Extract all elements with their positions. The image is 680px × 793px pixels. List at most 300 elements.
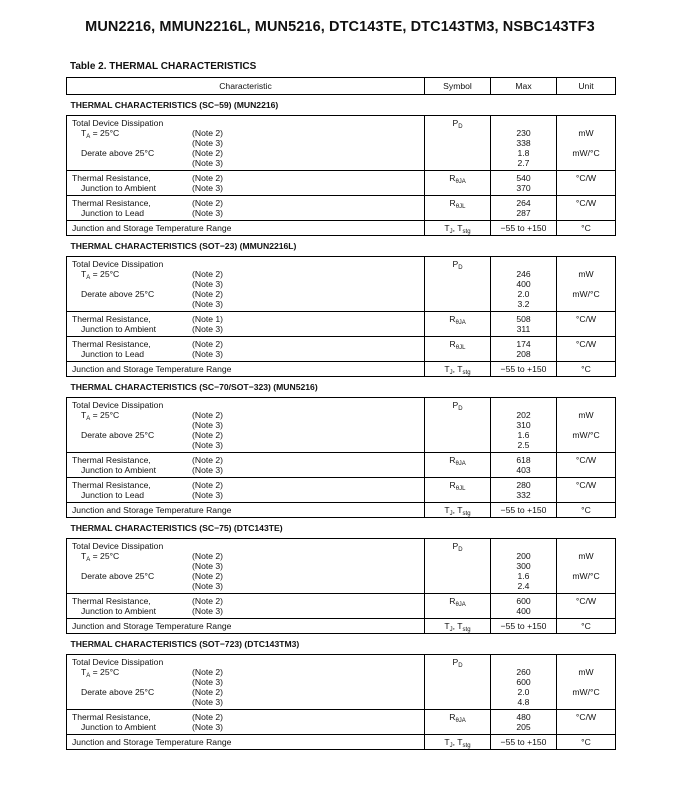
max-value: 332 bbox=[516, 490, 531, 500]
max-cell bbox=[491, 362, 557, 377]
symbol: P bbox=[452, 400, 459, 410]
symbol-subscript: stg bbox=[462, 511, 471, 517]
table-row-dissipation bbox=[67, 257, 616, 312]
characteristic-label: Total Device Dissipation bbox=[72, 118, 164, 128]
unit-value: °C bbox=[581, 364, 591, 374]
derate-label: Derate above 25°C bbox=[81, 148, 155, 158]
table-row-junction-ambient bbox=[67, 453, 616, 478]
ta-label bbox=[72, 269, 192, 279]
symbol: R bbox=[449, 173, 456, 183]
max-cell bbox=[491, 503, 557, 518]
ta-subscript: A bbox=[86, 673, 91, 679]
column-header-max: Max bbox=[491, 78, 557, 95]
characteristic-sublabel: Junction to Lead bbox=[81, 490, 145, 500]
symbol: T bbox=[444, 737, 450, 747]
table-row-junction-ambient bbox=[67, 594, 616, 619]
symbol: P bbox=[452, 541, 459, 551]
max-value: 287 bbox=[516, 208, 531, 218]
max-cell bbox=[491, 398, 557, 453]
unit-cell bbox=[557, 337, 616, 362]
unit-cell bbox=[557, 257, 616, 312]
section-title: THERMAL CHARACTERISTICS (SOT−23) (MMUN2216L) bbox=[67, 236, 616, 257]
unit-value: °C bbox=[581, 505, 591, 515]
characteristic-label: Junction and Storage Temperature Range bbox=[72, 364, 232, 374]
symbol-subscript: J bbox=[449, 229, 453, 235]
characteristic-cell bbox=[67, 312, 425, 337]
symbol-subscript: J bbox=[449, 511, 453, 517]
symbol-subscript: θJA bbox=[455, 179, 466, 185]
symbol-subscript: D bbox=[458, 406, 463, 412]
symbol-subscript: θJL bbox=[455, 204, 466, 210]
characteristic-label: Junction and Storage Temperature Range bbox=[72, 621, 232, 631]
unit-value: mW/°C bbox=[572, 571, 600, 581]
ta-subscript: A bbox=[86, 275, 91, 281]
note-ref: (Note 2) bbox=[192, 148, 224, 158]
max-value: 280 bbox=[516, 480, 531, 490]
max-value: −55 to +150 bbox=[500, 621, 547, 631]
characteristic-cell bbox=[67, 257, 425, 312]
unit-value: mW/°C bbox=[572, 289, 600, 299]
ta-condition: = 25°C bbox=[90, 128, 120, 138]
max-value: 618 bbox=[516, 455, 531, 465]
note-ref: (Note 2) bbox=[192, 687, 224, 697]
ta-symbol: T bbox=[81, 410, 87, 420]
max-value: 246 bbox=[516, 269, 531, 279]
symbol-cell bbox=[425, 196, 491, 221]
symbol-cell bbox=[425, 221, 491, 236]
max-value: 3.2 bbox=[517, 299, 530, 309]
characteristic-cell bbox=[67, 710, 425, 735]
symbol-subscript: J bbox=[449, 627, 453, 633]
table-row-junction-lead bbox=[67, 478, 616, 503]
symbol: P bbox=[452, 259, 459, 269]
symbol-subscript: θJA bbox=[455, 320, 466, 326]
section-title: THERMAL CHARACTERISTICS (SC−59) (MUN2216) bbox=[67, 95, 616, 116]
symbol: P bbox=[452, 657, 459, 667]
max-cell bbox=[491, 655, 557, 710]
symbol: R bbox=[449, 712, 456, 722]
unit-value: °C/W bbox=[575, 480, 597, 490]
max-value: 338 bbox=[516, 138, 531, 148]
note-ref: (Note 2) bbox=[192, 289, 224, 299]
symbol-subscript: D bbox=[458, 547, 463, 553]
ta-symbol: T bbox=[81, 551, 87, 561]
symbol: R bbox=[449, 455, 456, 465]
symbol-subscript: J bbox=[449, 743, 453, 749]
column-header-symbol: Symbol bbox=[425, 78, 491, 95]
ta-symbol: T bbox=[81, 128, 87, 138]
table-row-temperature-range bbox=[67, 221, 616, 236]
derate-label: Derate above 25°C bbox=[81, 571, 155, 581]
unit-value: mW bbox=[578, 667, 594, 677]
max-cell bbox=[491, 337, 557, 362]
unit-value: °C/W bbox=[575, 455, 597, 465]
characteristic-sublabel: Junction to Ambient bbox=[81, 183, 157, 193]
symbol-cell bbox=[425, 735, 491, 750]
characteristic-label: Thermal Resistance, bbox=[72, 712, 151, 722]
symbol: T bbox=[444, 364, 450, 374]
max-cell bbox=[491, 710, 557, 735]
max-value: 202 bbox=[516, 410, 531, 420]
ta-condition: = 25°C bbox=[90, 667, 120, 677]
table-row-temperature-range bbox=[67, 735, 616, 750]
max-value: 1.6 bbox=[517, 571, 530, 581]
ta-symbol: T bbox=[81, 667, 87, 677]
symbol-cell bbox=[425, 398, 491, 453]
unit-value: °C/W bbox=[575, 712, 597, 722]
max-cell bbox=[491, 171, 557, 196]
max-value: 2.0 bbox=[517, 289, 530, 299]
max-value: 208 bbox=[516, 349, 531, 359]
unit-cell bbox=[557, 503, 616, 518]
symbol: R bbox=[449, 339, 456, 349]
note-ref: (Note 2) bbox=[192, 128, 224, 138]
note-ref: (Note 2) bbox=[192, 410, 224, 420]
max-value: 508 bbox=[516, 314, 531, 324]
characteristic-cell bbox=[67, 116, 425, 171]
table-row-dissipation bbox=[67, 655, 616, 710]
symbol-cell bbox=[425, 257, 491, 312]
unit-cell bbox=[557, 171, 616, 196]
symbol-subscript: D bbox=[458, 663, 463, 669]
table-row-junction-ambient bbox=[67, 312, 616, 337]
note-ref: (Note 2) bbox=[192, 198, 224, 208]
symbol-subscript: θJA bbox=[455, 461, 466, 467]
max-value: 400 bbox=[516, 606, 531, 616]
note-ref: (Note 3) bbox=[192, 420, 224, 430]
characteristic-label: Total Device Dissipation bbox=[72, 400, 164, 410]
characteristic-sublabel: Junction to Ambient bbox=[81, 324, 157, 334]
table-row-dissipation bbox=[67, 116, 616, 171]
characteristic-sublabel: Junction to Ambient bbox=[81, 465, 157, 475]
max-value: 300 bbox=[516, 561, 531, 571]
symbol-cell bbox=[425, 503, 491, 518]
unit-value: mW/°C bbox=[572, 148, 600, 158]
symbol: T bbox=[444, 621, 450, 631]
symbol-subscript: stg bbox=[462, 229, 471, 235]
section-header-row bbox=[67, 236, 616, 257]
max-value: 400 bbox=[516, 279, 531, 289]
note-ref: (Note 2) bbox=[192, 480, 224, 490]
unit-cell bbox=[557, 539, 616, 594]
ta-condition: = 25°C bbox=[90, 551, 120, 561]
note-ref: (Note 2) bbox=[192, 430, 224, 440]
unit-cell bbox=[557, 594, 616, 619]
column-header-unit: Unit bbox=[557, 78, 616, 95]
max-value: 205 bbox=[516, 722, 531, 732]
max-value: 540 bbox=[516, 173, 531, 183]
max-value: 264 bbox=[516, 198, 531, 208]
note-ref: (Note 3) bbox=[192, 465, 224, 475]
symbol-cell bbox=[425, 594, 491, 619]
ta-label bbox=[72, 551, 192, 561]
max-cell bbox=[491, 221, 557, 236]
ta-label bbox=[72, 410, 192, 420]
symbol: T bbox=[444, 505, 450, 515]
characteristic-cell bbox=[67, 478, 425, 503]
characteristic-sublabel: Junction to Lead bbox=[81, 208, 145, 218]
ta-symbol: T bbox=[81, 269, 87, 279]
unit-value: °C/W bbox=[575, 596, 597, 606]
note-ref: (Note 3) bbox=[192, 581, 224, 591]
max-value: 310 bbox=[516, 420, 531, 430]
symbol: P bbox=[452, 118, 459, 128]
note-ref: (Note 3) bbox=[192, 279, 224, 289]
note-ref: (Note 2) bbox=[192, 173, 224, 183]
section-header-row bbox=[67, 377, 616, 398]
max-cell bbox=[491, 539, 557, 594]
note-ref: (Note 3) bbox=[192, 324, 224, 334]
symbol-subscript: D bbox=[458, 265, 463, 271]
symbol-subscript: θJA bbox=[455, 602, 466, 608]
characteristic-cell bbox=[67, 171, 425, 196]
max-value: 2.5 bbox=[517, 440, 530, 450]
unit-value: °C/W bbox=[575, 314, 597, 324]
characteristic-label: Thermal Resistance, bbox=[72, 339, 151, 349]
max-value: 260 bbox=[516, 667, 531, 677]
max-value: 174 bbox=[516, 339, 531, 349]
note-ref: (Note 1) bbox=[192, 314, 224, 324]
characteristic-label: Thermal Resistance, bbox=[72, 455, 151, 465]
max-cell bbox=[491, 312, 557, 337]
max-value: 1.6 bbox=[517, 430, 530, 440]
unit-cell bbox=[557, 362, 616, 377]
note-ref: (Note 3) bbox=[192, 722, 224, 732]
ta-label bbox=[72, 667, 192, 677]
max-value: −55 to +150 bbox=[500, 505, 547, 515]
table-header-row bbox=[67, 78, 616, 95]
table-row-junction-lead bbox=[67, 196, 616, 221]
unit-cell bbox=[557, 196, 616, 221]
unit-cell bbox=[557, 453, 616, 478]
symbol-subscript: θJA bbox=[455, 718, 466, 724]
symbol-cell bbox=[425, 655, 491, 710]
unit-value: mW bbox=[578, 551, 594, 561]
unit-cell bbox=[557, 710, 616, 735]
characteristic-cell bbox=[67, 337, 425, 362]
table-row-temperature-range bbox=[67, 503, 616, 518]
table-row-junction-lead bbox=[67, 337, 616, 362]
note-ref: (Note 3) bbox=[192, 299, 224, 309]
max-cell bbox=[491, 453, 557, 478]
characteristic-cell bbox=[67, 619, 425, 634]
characteristic-cell bbox=[67, 594, 425, 619]
max-value: 403 bbox=[516, 465, 531, 475]
characteristic-sublabel: Junction to Lead bbox=[81, 349, 145, 359]
unit-cell bbox=[557, 735, 616, 750]
max-cell bbox=[491, 594, 557, 619]
symbol: R bbox=[449, 480, 456, 490]
thermal-characteristics-table bbox=[66, 77, 616, 750]
symbol-cell bbox=[425, 539, 491, 594]
unit-value: °C bbox=[581, 621, 591, 631]
unit-value: mW bbox=[578, 269, 594, 279]
symbol-cell bbox=[425, 171, 491, 196]
note-ref: (Note 2) bbox=[192, 667, 224, 677]
characteristic-label: Junction and Storage Temperature Range bbox=[72, 505, 232, 515]
table-caption: Table 2. THERMAL CHARACTERISTICS bbox=[70, 61, 257, 72]
max-value: 2.7 bbox=[517, 158, 530, 168]
characteristic-cell bbox=[67, 735, 425, 750]
table-row-dissipation bbox=[67, 539, 616, 594]
unit-cell bbox=[557, 221, 616, 236]
characteristic-cell bbox=[67, 453, 425, 478]
note-ref: (Note 3) bbox=[192, 490, 224, 500]
symbol: R bbox=[449, 314, 456, 324]
symbol-cell bbox=[425, 710, 491, 735]
characteristic-label: Total Device Dissipation bbox=[72, 541, 164, 551]
symbol-subscript: stg bbox=[462, 743, 471, 749]
unit-cell bbox=[557, 116, 616, 171]
max-value: 600 bbox=[516, 677, 531, 687]
unit-cell bbox=[557, 398, 616, 453]
characteristic-label: Junction and Storage Temperature Range bbox=[72, 223, 232, 233]
max-cell bbox=[491, 257, 557, 312]
max-value: −55 to +150 bbox=[500, 223, 547, 233]
ta-condition: = 25°C bbox=[90, 410, 120, 420]
characteristic-cell bbox=[67, 539, 425, 594]
max-value: 370 bbox=[516, 183, 531, 193]
symbol: , T bbox=[452, 364, 463, 374]
symbol-cell bbox=[425, 337, 491, 362]
symbol: R bbox=[449, 596, 456, 606]
symbol-subscript: J bbox=[449, 370, 453, 376]
characteristic-label: Junction and Storage Temperature Range bbox=[72, 737, 232, 747]
unit-cell bbox=[557, 312, 616, 337]
max-value: 600 bbox=[516, 596, 531, 606]
table-row-junction-ambient bbox=[67, 171, 616, 196]
unit-value: °C/W bbox=[575, 339, 597, 349]
note-ref: (Note 3) bbox=[192, 606, 224, 616]
characteristic-cell bbox=[67, 398, 425, 453]
note-ref: (Note 3) bbox=[192, 697, 224, 707]
note-ref: (Note 3) bbox=[192, 677, 224, 687]
symbol-subscript: D bbox=[458, 124, 463, 130]
max-value: −55 to +150 bbox=[500, 737, 547, 747]
table-row-dissipation bbox=[67, 398, 616, 453]
unit-cell bbox=[557, 619, 616, 634]
symbol: T bbox=[444, 223, 450, 233]
symbol-subscript: θJL bbox=[455, 345, 466, 351]
unit-value: °C/W bbox=[575, 198, 597, 208]
section-header-row bbox=[67, 95, 616, 116]
symbol: , T bbox=[452, 621, 463, 631]
max-value: 230 bbox=[516, 128, 531, 138]
note-ref: (Note 2) bbox=[192, 269, 224, 279]
ta-label bbox=[72, 128, 192, 138]
max-value: 2.0 bbox=[517, 687, 530, 697]
characteristic-sublabel: Junction to Ambient bbox=[81, 722, 157, 732]
unit-value: °C/W bbox=[575, 173, 597, 183]
characteristic-label: Thermal Resistance, bbox=[72, 480, 151, 490]
symbol-cell bbox=[425, 362, 491, 377]
symbol: , T bbox=[452, 223, 463, 233]
max-value: −55 to +150 bbox=[500, 364, 547, 374]
section-header-row bbox=[67, 518, 616, 539]
characteristic-label: Total Device Dissipation bbox=[72, 657, 164, 667]
characteristic-cell bbox=[67, 655, 425, 710]
note-ref: (Note 2) bbox=[192, 596, 224, 606]
derate-label: Derate above 25°C bbox=[81, 430, 155, 440]
characteristic-label: Thermal Resistance, bbox=[72, 314, 151, 324]
characteristic-cell bbox=[67, 196, 425, 221]
unit-value: °C bbox=[581, 223, 591, 233]
section-header-row bbox=[67, 634, 616, 655]
symbol: R bbox=[449, 198, 456, 208]
max-value: 2.4 bbox=[517, 581, 530, 591]
ta-subscript: A bbox=[86, 557, 91, 563]
symbol-cell bbox=[425, 312, 491, 337]
characteristic-cell bbox=[67, 503, 425, 518]
column-header-characteristic: Characteristic bbox=[67, 78, 425, 95]
derate-label: Derate above 25°C bbox=[81, 289, 155, 299]
symbol-subscript: stg bbox=[462, 627, 471, 633]
note-ref: (Note 2) bbox=[192, 339, 224, 349]
note-ref: (Note 2) bbox=[192, 455, 224, 465]
symbol-cell bbox=[425, 453, 491, 478]
unit-value: mW/°C bbox=[572, 687, 600, 697]
symbol-subscript: θJL bbox=[455, 486, 466, 492]
unit-value: mW bbox=[578, 128, 594, 138]
characteristic-label: Thermal Resistance, bbox=[72, 173, 151, 183]
symbol: , T bbox=[452, 737, 463, 747]
unit-cell bbox=[557, 655, 616, 710]
characteristic-label: Total Device Dissipation bbox=[72, 259, 164, 269]
max-cell bbox=[491, 735, 557, 750]
characteristic-label: Thermal Resistance, bbox=[72, 596, 151, 606]
characteristic-label: Thermal Resistance, bbox=[72, 198, 151, 208]
symbol-cell bbox=[425, 619, 491, 634]
characteristic-sublabel: Junction to Ambient bbox=[81, 606, 157, 616]
max-cell bbox=[491, 478, 557, 503]
characteristic-cell bbox=[67, 221, 425, 236]
note-ref: (Note 3) bbox=[192, 440, 224, 450]
unit-value: mW bbox=[578, 410, 594, 420]
unit-cell bbox=[557, 478, 616, 503]
note-ref: (Note 2) bbox=[192, 571, 224, 581]
note-ref: (Note 2) bbox=[192, 551, 224, 561]
symbol-cell bbox=[425, 116, 491, 171]
section-title: THERMAL CHARACTERISTICS (SC−75) (DTC143TE) bbox=[67, 518, 616, 539]
note-ref: (Note 3) bbox=[192, 208, 224, 218]
max-value: 4.8 bbox=[517, 697, 530, 707]
symbol: , T bbox=[452, 505, 463, 515]
symbol-subscript: stg bbox=[462, 370, 471, 376]
note-ref: (Note 3) bbox=[192, 138, 224, 148]
table-row-junction-ambient bbox=[67, 710, 616, 735]
max-cell bbox=[491, 619, 557, 634]
note-ref: (Note 3) bbox=[192, 158, 224, 168]
ta-subscript: A bbox=[86, 416, 91, 422]
max-value: 480 bbox=[516, 712, 531, 722]
section-title: THERMAL CHARACTERISTICS (SC−70/SOT−323) (MUN5216) bbox=[67, 377, 616, 398]
ta-condition: = 25°C bbox=[90, 269, 120, 279]
unit-value: °C bbox=[581, 737, 591, 747]
table-row-temperature-range bbox=[67, 619, 616, 634]
derate-label: Derate above 25°C bbox=[81, 687, 155, 697]
max-value: 311 bbox=[516, 324, 531, 334]
max-cell bbox=[491, 116, 557, 171]
max-cell bbox=[491, 196, 557, 221]
characteristic-cell bbox=[67, 362, 425, 377]
note-ref: (Note 3) bbox=[192, 349, 224, 359]
section-title: THERMAL CHARACTERISTICS (SOT−723) (DTC143TM3) bbox=[67, 634, 616, 655]
symbol-cell bbox=[425, 478, 491, 503]
note-ref: (Note 2) bbox=[192, 712, 224, 722]
ta-subscript: A bbox=[86, 134, 91, 140]
page-title: MUN2216, MMUN2216L, MUN5216, DTC143TE, DTC143TM3, NSBC143TF3 bbox=[85, 19, 595, 35]
unit-value: mW/°C bbox=[572, 430, 600, 440]
